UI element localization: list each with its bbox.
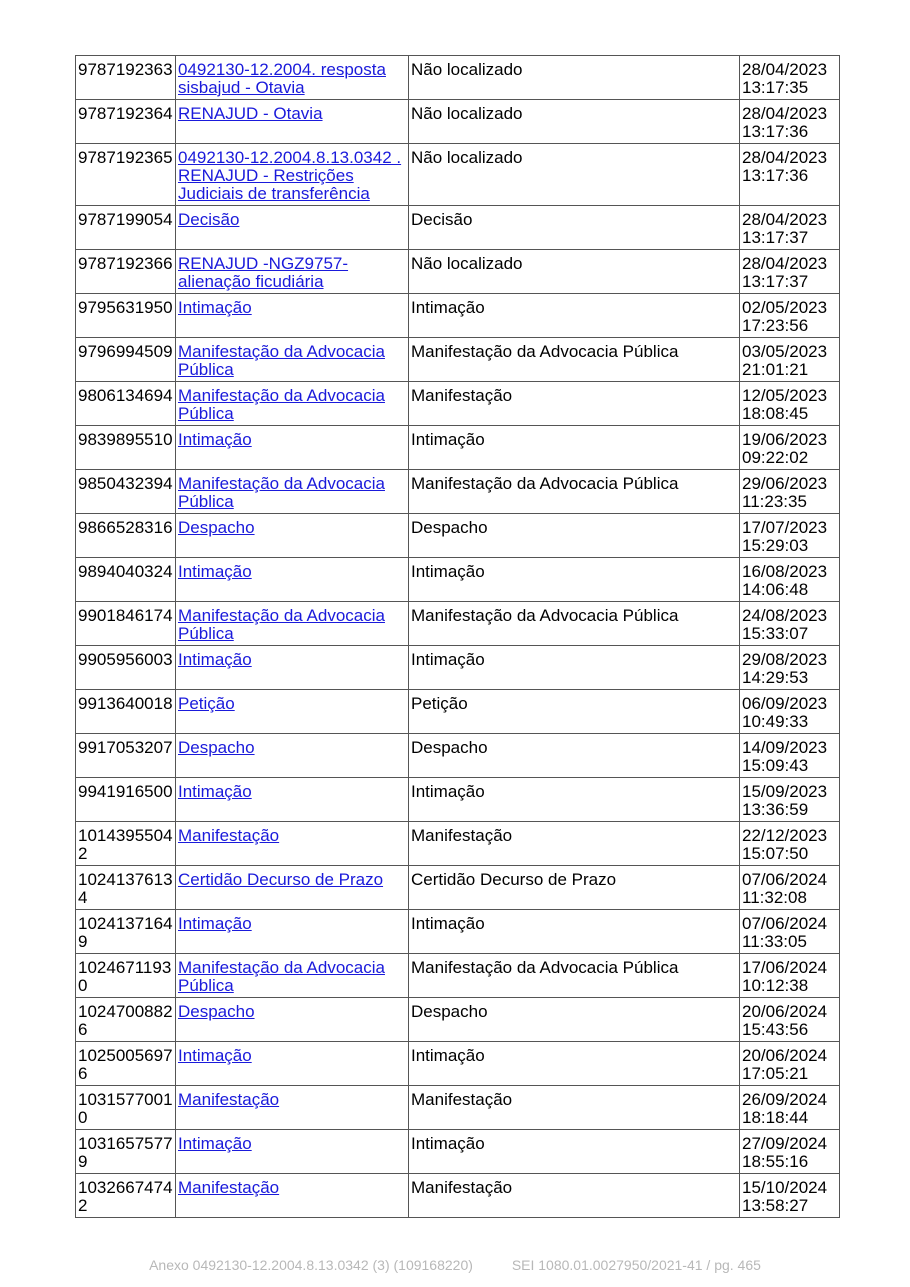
document-id: 10315770010 bbox=[76, 1086, 176, 1130]
table-row bbox=[76, 382, 840, 426]
table-row bbox=[76, 866, 840, 910]
document-link-cell bbox=[176, 206, 409, 250]
document-type: Intimação bbox=[409, 426, 740, 470]
table-row bbox=[76, 1042, 840, 1086]
document-link-cell bbox=[176, 426, 409, 470]
document-datetime: 02/05/2023 17:23:56 bbox=[740, 294, 840, 338]
table-row bbox=[76, 822, 840, 866]
document-link[interactable]: Intimação bbox=[178, 1046, 252, 1065]
document-link[interactable]: Despacho bbox=[178, 738, 255, 757]
document-link-cell bbox=[176, 954, 409, 998]
table-row bbox=[76, 144, 840, 206]
table-row bbox=[76, 514, 840, 558]
document-link-cell bbox=[176, 294, 409, 338]
document-id: 9917053207 bbox=[76, 734, 176, 778]
table-row bbox=[76, 558, 840, 602]
document-link[interactable]: Despacho bbox=[178, 518, 255, 537]
table-row bbox=[76, 1130, 840, 1174]
document-link[interactable]: Intimação bbox=[178, 430, 252, 449]
document-link[interactable]: Manifestação bbox=[178, 1090, 280, 1109]
document-link[interactable]: Certidão Decurso de Prazo bbox=[178, 870, 384, 889]
document-link-cell bbox=[176, 866, 409, 910]
table-row bbox=[76, 206, 840, 250]
document-type: Intimação bbox=[409, 646, 740, 690]
document-link-cell bbox=[176, 100, 409, 144]
document-id: 9866528316 bbox=[76, 514, 176, 558]
document-type: Decisão bbox=[409, 206, 740, 250]
document-type: Manifestação bbox=[409, 1086, 740, 1130]
document-type: Não localizado bbox=[409, 100, 740, 144]
document-type: Certidão Decurso de Prazo bbox=[409, 866, 740, 910]
table-row bbox=[76, 602, 840, 646]
documents-table-body bbox=[76, 56, 840, 1218]
document-type: Não localizado bbox=[409, 144, 740, 206]
document-type: Despacho bbox=[409, 734, 740, 778]
footer-sei: SEI 1080.01.0027950/2021-41 / pg. 465 bbox=[511, 1257, 761, 1273]
document-id: 10316575779 bbox=[76, 1130, 176, 1174]
document-link[interactable]: Intimação bbox=[178, 298, 252, 317]
table-row bbox=[76, 1086, 840, 1130]
document-link-cell bbox=[176, 1086, 409, 1130]
document-datetime: 20/06/2024 17:05:21 bbox=[740, 1042, 840, 1086]
document-datetime: 06/09/2023 10:49:33 bbox=[740, 690, 840, 734]
document-link-cell bbox=[176, 822, 409, 866]
document-type: Intimação bbox=[409, 1042, 740, 1086]
document-link[interactable]: Manifestação da Advocacia Pública bbox=[178, 342, 385, 379]
document-link[interactable]: RENAJUD - Otavia bbox=[178, 104, 323, 123]
document-datetime: 15/10/2024 13:58:27 bbox=[740, 1174, 840, 1218]
document-datetime: 07/06/2024 11:33:05 bbox=[740, 910, 840, 954]
document-id: 9787199054 bbox=[76, 206, 176, 250]
document-id: 10250056976 bbox=[76, 1042, 176, 1086]
document-datetime: 17/07/2023 15:29:03 bbox=[740, 514, 840, 558]
document-datetime: 28/04/2023 13:17:36 bbox=[740, 144, 840, 206]
document-id: 9806134694 bbox=[76, 382, 176, 426]
table-row bbox=[76, 998, 840, 1042]
document-id: 9795631950 bbox=[76, 294, 176, 338]
document-type: Intimação bbox=[409, 778, 740, 822]
document-link[interactable]: Manifestação bbox=[178, 1178, 280, 1197]
document-id: 9901846174 bbox=[76, 602, 176, 646]
document-link[interactable]: Manifestação da Advocacia Pública bbox=[178, 474, 385, 511]
document-link-cell bbox=[176, 1130, 409, 1174]
document-id: 10246711930 bbox=[76, 954, 176, 998]
document-link-cell bbox=[176, 382, 409, 426]
document-id: 10247008826 bbox=[76, 998, 176, 1042]
page-footer bbox=[0, 1257, 910, 1273]
table-row bbox=[76, 100, 840, 144]
document-link[interactable]: Manifestação da Advocacia Pública bbox=[178, 386, 385, 423]
document-link[interactable]: Despacho bbox=[178, 1002, 255, 1021]
document-id: 9894040324 bbox=[76, 558, 176, 602]
document-link[interactable]: Decisão bbox=[178, 210, 240, 229]
document-datetime: 27/09/2024 18:55:16 bbox=[740, 1130, 840, 1174]
document-link-cell bbox=[176, 250, 409, 294]
document-link-cell bbox=[176, 558, 409, 602]
document-type: Não localizado bbox=[409, 56, 740, 100]
document-type: Intimação bbox=[409, 558, 740, 602]
document-datetime: 29/08/2023 14:29:53 bbox=[740, 646, 840, 690]
document-datetime: 16/08/2023 14:06:48 bbox=[740, 558, 840, 602]
table-row bbox=[76, 426, 840, 470]
table-row bbox=[76, 954, 840, 998]
document-id: 9787192364 bbox=[76, 100, 176, 144]
document-link-cell bbox=[176, 144, 409, 206]
document-link-cell bbox=[176, 998, 409, 1042]
document-link-cell bbox=[176, 56, 409, 100]
footer-annex: Anexo 0492130-12.2004.8.13.0342 (3) (109168220) bbox=[149, 1257, 473, 1273]
document-datetime: 15/09/2023 13:36:59 bbox=[740, 778, 840, 822]
document-datetime: 28/04/2023 13:17:37 bbox=[740, 206, 840, 250]
document-type: Manifestação da Advocacia Pública bbox=[409, 338, 740, 382]
document-datetime: 28/04/2023 13:17:35 bbox=[740, 56, 840, 100]
document-link-cell bbox=[176, 470, 409, 514]
document-link-cell bbox=[176, 734, 409, 778]
document-link[interactable]: Intimação bbox=[178, 1134, 252, 1153]
document-type: Manifestação bbox=[409, 1174, 740, 1218]
document-datetime: 19/06/2023 09:22:02 bbox=[740, 426, 840, 470]
document-type: Intimação bbox=[409, 910, 740, 954]
documents-table bbox=[75, 55, 840, 1218]
table-row bbox=[76, 646, 840, 690]
document-datetime: 07/06/2024 11:32:08 bbox=[740, 866, 840, 910]
document-datetime: 29/06/2023 11:23:35 bbox=[740, 470, 840, 514]
document-link-cell bbox=[176, 778, 409, 822]
document-link[interactable]: 0492130-12.2004.8.13.0342 . RENAJUD - Restrições Judiciais de transferência bbox=[178, 148, 402, 203]
document-datetime: 17/06/2024 10:12:38 bbox=[740, 954, 840, 998]
document-id: 10326674742 bbox=[76, 1174, 176, 1218]
table-row bbox=[76, 690, 840, 734]
document-id: 9787192366 bbox=[76, 250, 176, 294]
document-link-cell bbox=[176, 1174, 409, 1218]
document-type: Manifestação da Advocacia Pública bbox=[409, 602, 740, 646]
document-type: Petição bbox=[409, 690, 740, 734]
document-id: 9913640018 bbox=[76, 690, 176, 734]
table-row bbox=[76, 294, 840, 338]
document-link[interactable]: 0492130-12.2004. resposta sisbajud - Otavia bbox=[178, 60, 386, 97]
document-id: 9941916500 bbox=[76, 778, 176, 822]
document-type: Despacho bbox=[409, 514, 740, 558]
document-link-cell bbox=[176, 1042, 409, 1086]
document-link[interactable]: Manifestação bbox=[178, 826, 280, 845]
table-row bbox=[76, 910, 840, 954]
document-type: Manifestação bbox=[409, 382, 740, 426]
document-type: Despacho bbox=[409, 998, 740, 1042]
document-link-cell bbox=[176, 910, 409, 954]
document-datetime: 26/09/2024 18:18:44 bbox=[740, 1086, 840, 1130]
document-type: Não localizado bbox=[409, 250, 740, 294]
document-type: Intimação bbox=[409, 294, 740, 338]
document-link-cell bbox=[176, 690, 409, 734]
document-link[interactable]: Intimação bbox=[178, 562, 252, 581]
document-datetime: 14/09/2023 15:09:43 bbox=[740, 734, 840, 778]
document-datetime: 28/04/2023 13:17:37 bbox=[740, 250, 840, 294]
document-link[interactable]: Manifestação da Advocacia Pública bbox=[178, 958, 385, 995]
document-type: Manifestação da Advocacia Pública bbox=[409, 470, 740, 514]
document-link-cell bbox=[176, 602, 409, 646]
document-link-cell bbox=[176, 514, 409, 558]
document-link[interactable]: Intimação bbox=[178, 914, 252, 933]
document-link[interactable]: Petição bbox=[178, 694, 235, 713]
document-id: 9839895510 bbox=[76, 426, 176, 470]
document-id: 9905956003 bbox=[76, 646, 176, 690]
document-datetime: 12/05/2023 18:08:45 bbox=[740, 382, 840, 426]
table-row bbox=[76, 1174, 840, 1218]
document-link[interactable]: Manifestação da Advocacia Pública bbox=[178, 606, 385, 643]
table-row bbox=[76, 778, 840, 822]
table-row bbox=[76, 250, 840, 294]
document-datetime: 24/08/2023 15:33:07 bbox=[740, 602, 840, 646]
table-row bbox=[76, 470, 840, 514]
document-id: 9850432394 bbox=[76, 470, 176, 514]
table-row bbox=[76, 734, 840, 778]
document-id: 9787192365 bbox=[76, 144, 176, 206]
document-link[interactable]: Intimação bbox=[178, 650, 252, 669]
document-id: 9787192363 bbox=[76, 56, 176, 100]
table-row bbox=[76, 56, 840, 100]
document-datetime: 28/04/2023 13:17:36 bbox=[740, 100, 840, 144]
document-id: 9796994509 bbox=[76, 338, 176, 382]
document-link[interactable]: Intimação bbox=[178, 782, 252, 801]
document-link-cell bbox=[176, 646, 409, 690]
document-link[interactable]: RENAJUD -NGZ9757- alienação ficudiária bbox=[178, 254, 349, 291]
document-link-cell bbox=[176, 338, 409, 382]
document-type: Manifestação bbox=[409, 822, 740, 866]
document-datetime: 20/06/2024 15:43:56 bbox=[740, 998, 840, 1042]
document-datetime: 22/12/2023 15:07:50 bbox=[740, 822, 840, 866]
document-id: 10241371649 bbox=[76, 910, 176, 954]
document-id: 10241376134 bbox=[76, 866, 176, 910]
table-row bbox=[76, 338, 840, 382]
document-id: 10143955042 bbox=[76, 822, 176, 866]
document-type: Manifestação da Advocacia Pública bbox=[409, 954, 740, 998]
document-type: Intimação bbox=[409, 1130, 740, 1174]
document-datetime: 03/05/2023 21:01:21 bbox=[740, 338, 840, 382]
